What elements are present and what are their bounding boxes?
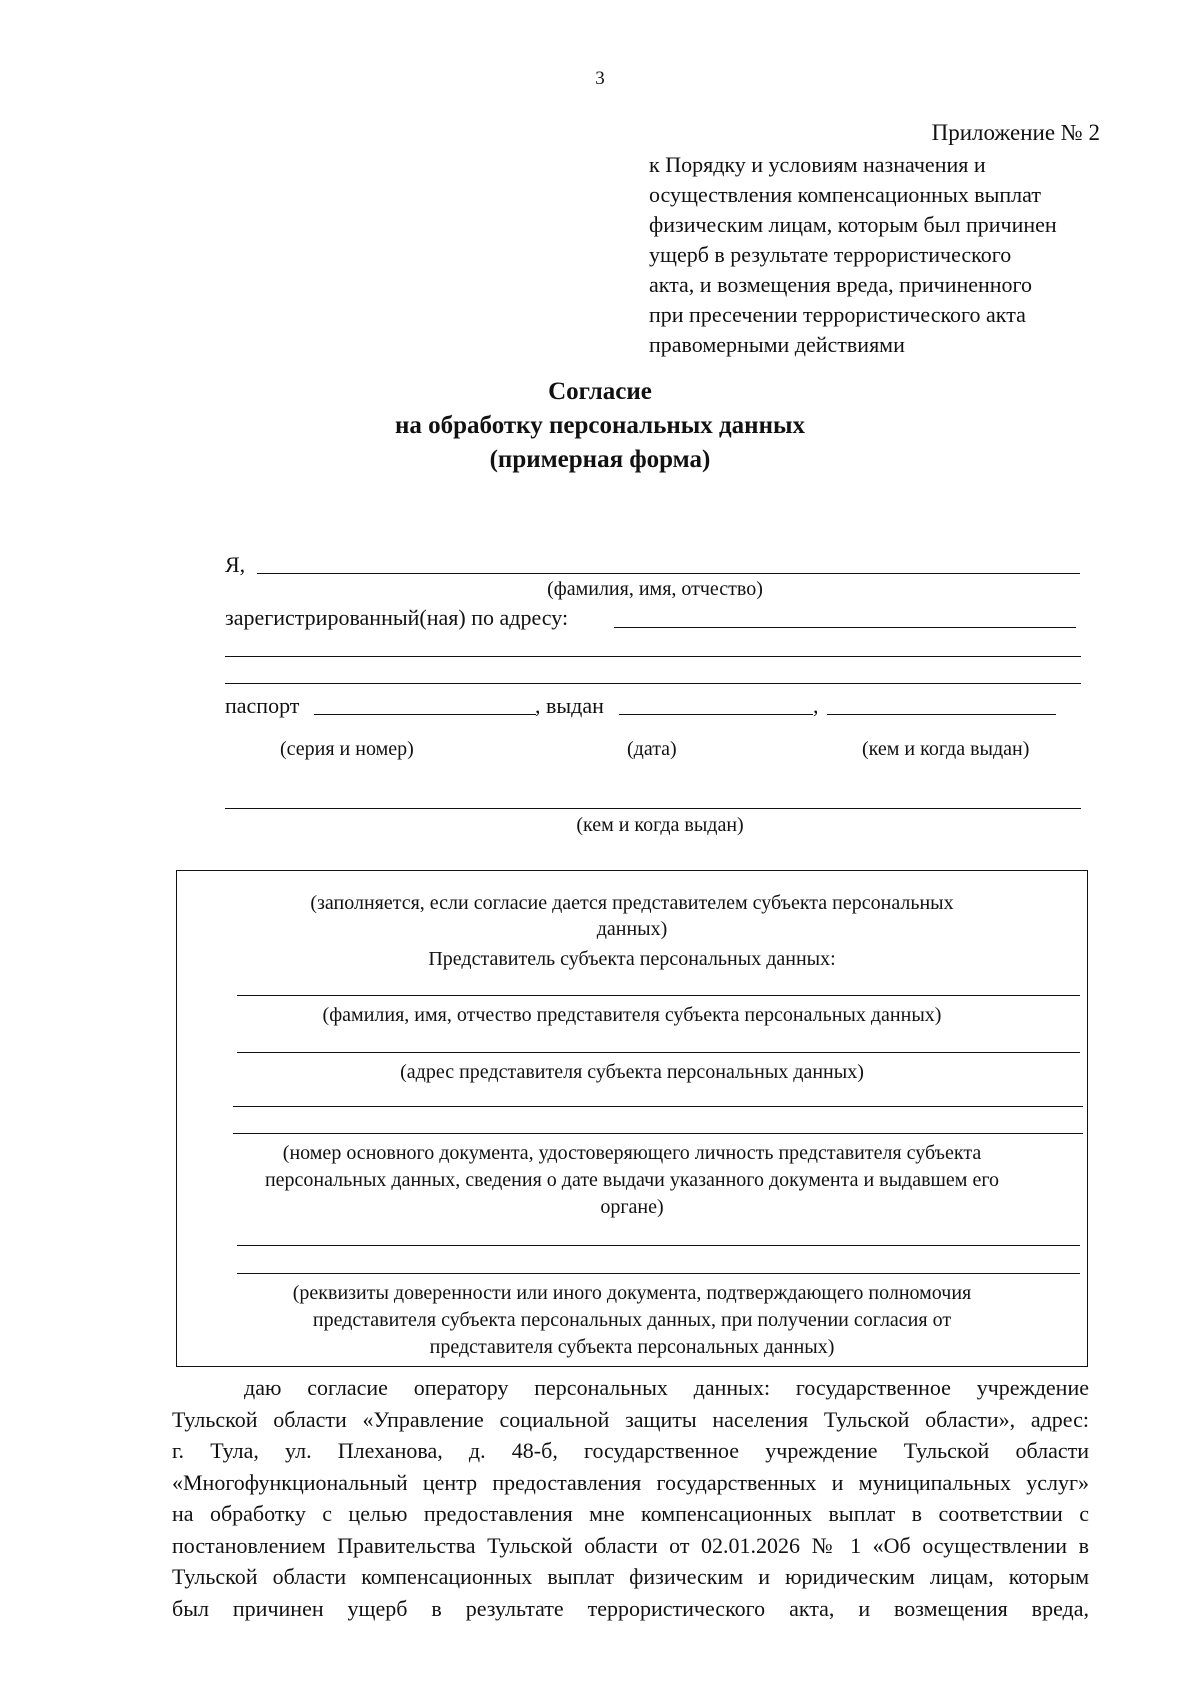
date-caption: (дата)	[627, 738, 677, 760]
rep-power-field[interactable]	[237, 1245, 1080, 1246]
rep-power-field-2[interactable]	[237, 1273, 1080, 1274]
appendix-line: осуществления компенсационных выплат	[649, 182, 1041, 207]
rep-address-field[interactable]	[237, 1052, 1080, 1053]
paragraph-line: на обработку с целью предоставления мне компенсационных выплат в соответствии с	[172, 1501, 1089, 1526]
rep-document-caption-3: органе)	[600, 1196, 664, 1218]
registered-label: зарегистрированный(ная) по адресу:	[225, 605, 569, 630]
page-number: 3	[595, 68, 605, 89]
rep-power-caption-2: представителя субъекта персональных данных, при получении согласия от	[312, 1309, 952, 1331]
rep-fio-field[interactable]	[237, 995, 1080, 996]
rep-power-caption-3: представителя субъекта персональных данных)	[429, 1336, 835, 1358]
paragraph-line: «Многофункциональный центр предоставления государственных и муниципальных услуг»	[172, 1469, 1089, 1495]
address-field-line-2[interactable]	[225, 656, 1081, 657]
series-caption: (серия и номер)	[280, 738, 414, 760]
issuer-caption: (кем и когда выдан)	[862, 738, 1030, 760]
paragraph-line: г. Тула, ул. Плеханова, д. 48-б, государственное учреждение Тульской области	[172, 1438, 1089, 1463]
document-title: Согласие	[548, 378, 652, 405]
rep-document-field[interactable]	[233, 1106, 1083, 1107]
representative-title: Представитель субъекта персональных данных:	[428, 948, 836, 970]
passport-issuer-field[interactable]	[827, 714, 1056, 715]
paragraph-line: был причинен ущерб в результате террористического акта, и возмещения вреда,	[172, 1595, 1089, 1621]
address-field-line-3[interactable]	[225, 683, 1081, 684]
passport-series-field[interactable]	[314, 714, 536, 715]
paragraph-line: даю согласие оператору персональных данных: государственное учреждение	[244, 1375, 1089, 1400]
appendix-subtitle	[649, 150, 1057, 360]
passport-label: паспорт	[225, 693, 300, 718]
paragraph-line: Тульской области компенсационных выплат физическим и юридическим лицам, которым	[172, 1564, 1089, 1589]
representative-note-cont: данных)	[596, 918, 668, 940]
appendix-line: физическим лицам, которым был причинен	[649, 212, 1057, 237]
rep-fio-caption: (фамилия, имя, отчество представителя субъекта персональных данных)	[322, 1004, 942, 1026]
comma: ,	[813, 693, 819, 718]
appendix-line: правомерными действиями	[649, 332, 905, 357]
appendix-line: акта, и возмещения вреда, причиненного	[649, 272, 1033, 297]
appendix-line: при пресечении террористического акта	[649, 302, 1026, 327]
issuer-caption-2: (кем и когда выдан)	[576, 814, 744, 836]
appendix-title: Приложение № 2	[931, 120, 1100, 145]
rep-document-caption: (номер основного документа, удостоверяющего личность представителя субъекта	[282, 1142, 982, 1164]
address-field[interactable]	[614, 627, 1076, 628]
consent-paragraph	[172, 1372, 1089, 1624]
passport-date-field[interactable]	[619, 714, 813, 715]
paragraph-line: постановлением Правительства Тульской области от 02.01.2026 № 1 «Об осуществлении в	[172, 1532, 1089, 1558]
issued-label: , выдан	[535, 693, 604, 718]
fio-caption: (фамилия, имя, отчество)	[547, 578, 763, 600]
rep-document-field-2[interactable]	[233, 1133, 1083, 1134]
paragraph-line: Тульской области «Управление социальной защиты населения Тульской области», адрес:	[172, 1406, 1089, 1432]
rep-document-caption-2: персональных данных, сведения о дате выдачи указанного документа и выдавшем его	[264, 1169, 1000, 1191]
representative-note: (заполняется, если согласие дается представителем субъекта персональных	[310, 892, 954, 914]
rep-power-caption: (реквизиты доверенности или иного документа, подтверждающего полномочия	[292, 1282, 972, 1304]
fio-field[interactable]	[257, 573, 1080, 574]
appendix-line: ущерб в результате террористического	[649, 242, 1012, 267]
i-label: Я,	[225, 552, 246, 577]
issuer-field-2[interactable]	[225, 808, 1081, 809]
rep-address-caption: (адрес представителя субъекта персональных данных)	[400, 1061, 864, 1083]
document-subtitle: на обработку персональных данных	[395, 412, 805, 439]
document-form-note: (примерная форма)	[489, 446, 711, 473]
appendix-line: к Порядку и условиям назначения и	[649, 152, 986, 177]
